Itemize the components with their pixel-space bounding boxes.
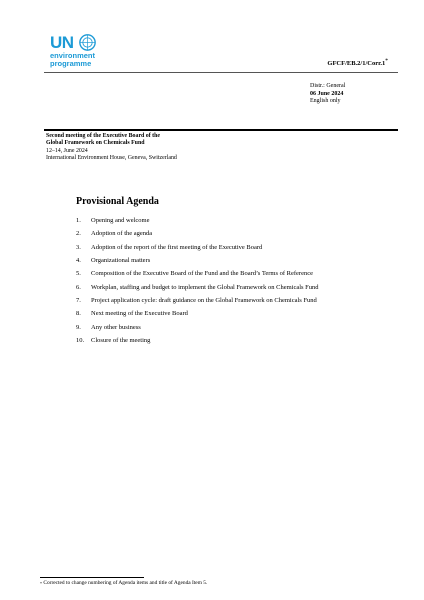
document-date: 06 June 2024 bbox=[310, 90, 344, 97]
agenda-item-number: 8. bbox=[76, 310, 81, 318]
meeting-title-line1: Second meeting of the Executive Board of the bbox=[46, 133, 161, 139]
footnote-mark: * bbox=[40, 581, 42, 586]
distribution-type: Distr.: General bbox=[310, 83, 346, 89]
meeting-venue: International Environment House, Geneva, Switzerland bbox=[46, 154, 177, 161]
agenda-item-number: 4. bbox=[76, 257, 81, 265]
agenda-item-text: Adoption of the report of the first meeting of the Executive Board bbox=[91, 243, 263, 251]
agenda-item bbox=[76, 267, 396, 280]
agenda-item-text: Organizational matters bbox=[91, 257, 151, 265]
document-symbol bbox=[327, 58, 388, 67]
agenda-item-number: 5. bbox=[76, 270, 81, 278]
agenda-item-text: Opening and welcome bbox=[91, 217, 150, 224]
agenda-item-text: Composition of the Executive Board of the Fund and the Board’s Terms of Reference bbox=[91, 270, 313, 278]
header-divider bbox=[44, 72, 398, 73]
agenda-item-text: Any other business bbox=[91, 323, 141, 331]
agenda-item-number: 7. bbox=[76, 297, 81, 305]
meeting-divider bbox=[44, 129, 398, 131]
document-language: English only bbox=[310, 98, 341, 105]
logo-un-text: UN bbox=[50, 33, 74, 52]
symbol-text: GFCF/EB.2/1/Corr.1 bbox=[327, 60, 386, 68]
agenda-item-number: 3. bbox=[76, 243, 81, 251]
agenda-item bbox=[76, 294, 396, 307]
agenda-list bbox=[76, 214, 396, 347]
agenda-item bbox=[76, 241, 396, 254]
footnote-text: Corrected to change numbering of Agenda items and title of Agenda Item 5. bbox=[43, 580, 208, 586]
agenda-item bbox=[76, 334, 396, 347]
agenda-item-number: 9. bbox=[76, 323, 81, 331]
agenda-item bbox=[76, 214, 396, 227]
agenda-title: Provisional Agenda bbox=[76, 196, 159, 207]
meeting-title-line2: Global Framework on Chemicals Fund bbox=[46, 140, 145, 147]
logo-line-programme: programme bbox=[50, 59, 92, 68]
agenda-item-text: Adoption of the agenda bbox=[91, 230, 153, 238]
footnote bbox=[40, 580, 207, 587]
distribution-block bbox=[310, 83, 345, 106]
symbol-footnote-mark: * bbox=[385, 58, 388, 64]
un-emblem-icon bbox=[79, 34, 96, 51]
agenda-item bbox=[76, 227, 396, 240]
agenda-item-number: 10. bbox=[76, 337, 85, 345]
agenda-item bbox=[76, 281, 396, 294]
meeting-info bbox=[46, 133, 306, 162]
agenda-item-text: Project application cycle: draft guidance on the Global Framework on Chemicals Fund bbox=[91, 297, 317, 305]
meeting-dates: 12–14, June 2024 bbox=[46, 147, 88, 154]
agenda-item bbox=[76, 254, 396, 267]
logo-line-environment: environment bbox=[50, 51, 96, 60]
agenda-item-text: Workplan, staffing and budget to implement the Global Framework on Chemicals Fund bbox=[91, 283, 319, 291]
unep-logo bbox=[50, 34, 110, 70]
agenda-item-text: Next meeting of the Executive Board bbox=[91, 310, 188, 318]
logo-subtitle bbox=[50, 52, 95, 68]
agenda-item bbox=[76, 307, 396, 320]
agenda-item-number: 6. bbox=[76, 283, 81, 291]
agenda-item-text: Closure of the meeting bbox=[91, 337, 151, 345]
agenda-item-number: 2. bbox=[76, 230, 81, 238]
footnote-separator bbox=[40, 577, 144, 578]
agenda-item bbox=[76, 321, 396, 334]
agenda-item-number: 1. bbox=[76, 217, 81, 224]
